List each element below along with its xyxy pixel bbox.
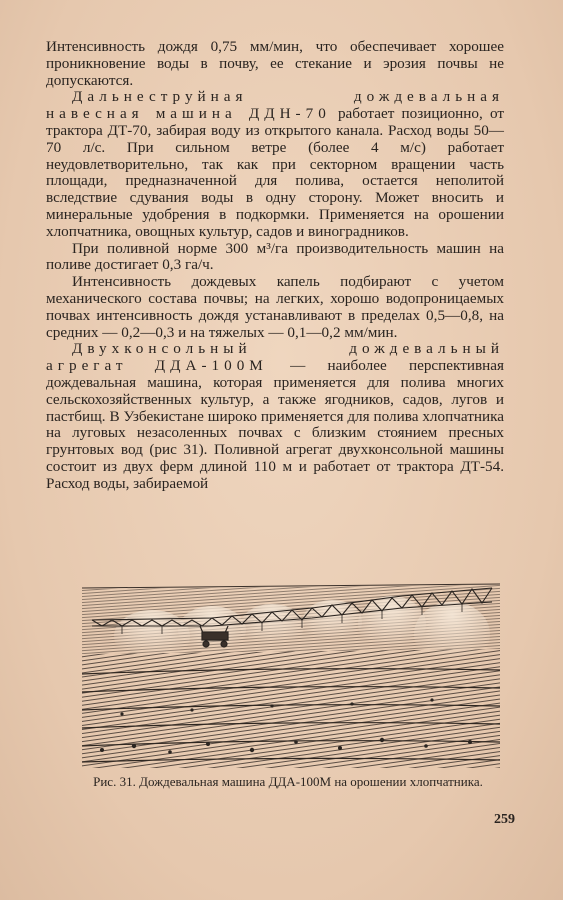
paragraph-4: [46, 274, 504, 341]
paragraph-5-lead: Двухконсольный дождевальный агрегат ДДА-100М: [46, 340, 504, 375]
figure-sprinkler-illustration: [82, 574, 500, 768]
paragraph-2-text: работает позиционно, от трактора ДТ-70, забирая воду из открытого канала. Расход воды 50—70 л/с. При сильном ветре (более 4 м/с) работает неудовлетворительно, так как при секторном вращении часть площади, предназначенной для полива, остается неполитой вследствие сдувания воды в одну сторону. Может вносить и минеральные удобрения в подкормки. Применяется на орошении хлопчатника, овощных культур, садов и виноградников.: [46, 105, 504, 240]
paragraph-1-text: Интенсивность дождя 0,75 мм/мин, что обеспечивает хорошее проникновение воды в почву, ее стекание и эрозия почвы не допускаются.: [46, 38, 504, 89]
paragraph-5: [46, 341, 504, 492]
paragraph-2-lead: Дальнеструйная дождевальная навесная машина ДДН-70: [46, 88, 504, 123]
near-field: [82, 649, 500, 768]
paragraph-3-text: При поливной норме 300 м³/га производительность машин на поливе достигает 0,3 га/ч.: [46, 239, 504, 274]
paragraph-4-text: Интенсивность дождевых капель подбирают с учетом механического состава почвы; на легких, хорошо водопроницаемых почвах интенсивность дождя устанавливают в пределах 0,5—0,8, на средних — 0,2—0,3 и на тяжелых — 0,1—0,2 мм/мин.: [46, 273, 504, 341]
paragraph-2: [46, 89, 504, 240]
paragraph-5-text: — наиболее перспективная дождевальная машина, которая применяется для полива многих сельскохозяйственных культур, а также ягодников, садов, лугов и пастбищ. В Узбекистане широко применяется для полива хлопчатника на луговых незасоленных почвах с близким стоянием пресных грунтовых вод (рис 31). Поливной агрегат двухконсольной машины состоит из двух ферм длиной 110 м и работает от трактора ДТ-54. Расход воды, забираемой: [46, 357, 504, 492]
body-text: [46, 39, 504, 493]
paragraph-3: [46, 241, 504, 275]
paragraph-1: [46, 39, 504, 89]
sprinkler-machine-drawing: [82, 574, 500, 768]
page-number: 259: [494, 812, 515, 827]
figure-caption: Рис. 31. Дождевальная машина ДДА-100М на орошении хлопчатника.: [93, 774, 483, 789]
